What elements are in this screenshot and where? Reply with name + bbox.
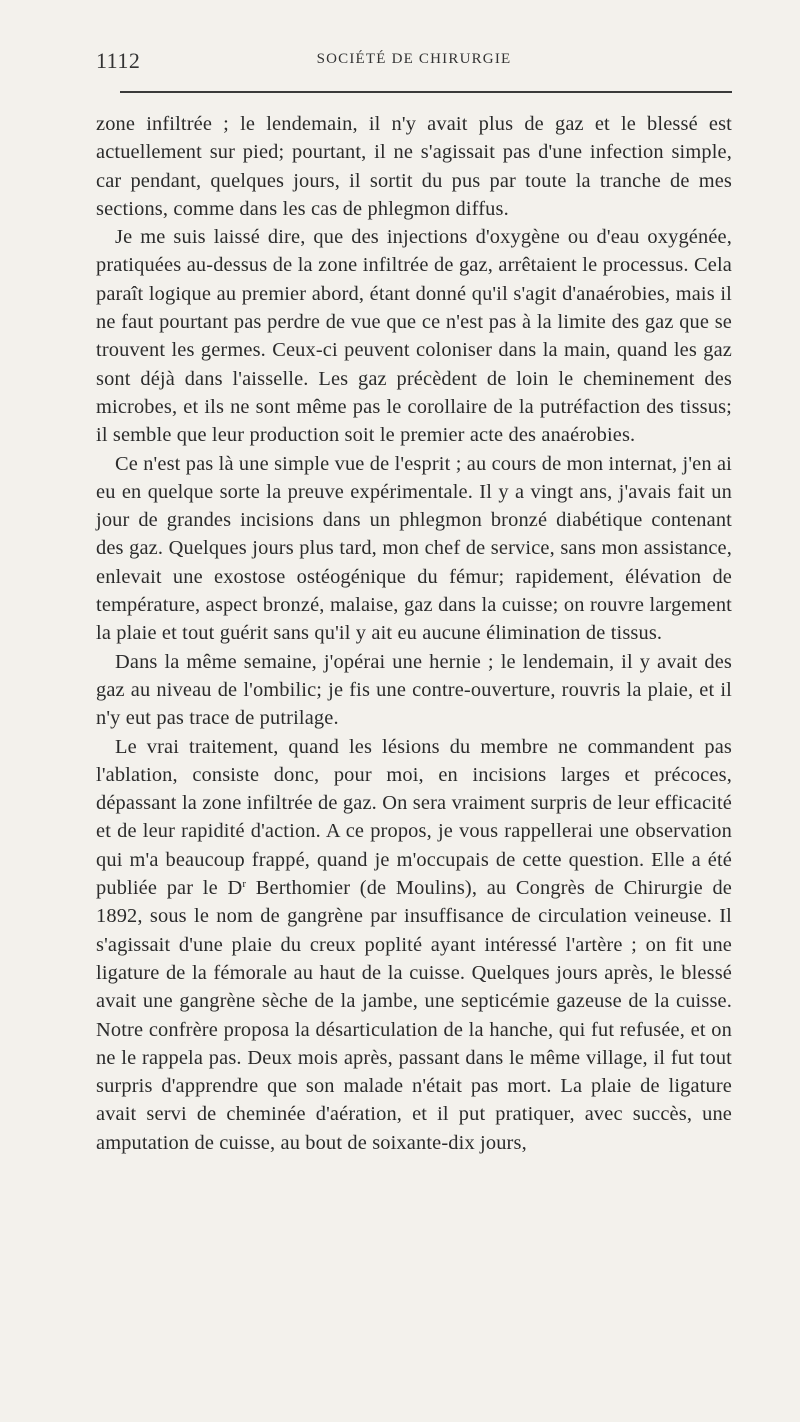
running-title: SOCIÉTÉ DE CHIRURGIE (316, 51, 512, 67)
paragraph-3: Ce n'est pas là une simple vue de l'esprit ; au cours de mon internat, j'en ai eu en quelque sorte la preuve expérimentale. Il y a vingt ans, j'avais fait un jour de grandes incisions dans un phlegmon bronzé diabétique contenant des gaz. Quelques jours plus tard, mon chef de service, sans mon assistance, enlevait une exostose ostéogénique du fémur; rapidement, élévation de température, aspect bronzé, malaise, gaz dans la cuisse; on rouvre largement la plaie et tout guérit sans qu'il y ait eu aucune élimination de tissus. (96, 452, 732, 645)
paragraph-1: zone infiltrée ; le lendemain, il n'y avait plus de gaz et le blessé est actuellement sur pied; pourtant, il ne s'agissait pas d'une infection simple, car pendant, quelques jours, il sortit du pus par toute la tranche de mes sections, comme dans les cas de phlegmon diffus. (96, 113, 732, 220)
doctor-abbrev-superscript: r (242, 878, 247, 891)
paragraph-4: Dans la même semaine, j'opérai une hernie ; le lendemain, il y avait des gaz au niveau de l'ombilic; je fis une contre-ouverture, rouvris la plaie, et il n'y eut pas trace de putrilage. (96, 650, 732, 730)
body-text (96, 110, 732, 1157)
paragraph-2: Je me suis laissé dire, que des injections d'oxygène ou d'eau oxygénée, pratiquées au-dessus de la zone infiltrée de gaz, arrêtaient le processus. Cela paraît logique au premier abord, étant donné qu'il s'agit d'anaérobies, mais il ne faut pourtant pas perdre de vue que ce n'est pas à la limite des gaz que se trouvent les germes. Ceux-ci peuvent coloniser dans la main, quand les gaz sont déjà dans l'aisselle. Les gaz précèdent de loin le cheminement des microbes, et ils ne sont même pas le corollaire de la putréfaction des tissus; il semble que leur production soit le premier acte des anaérobies. (96, 226, 732, 447)
paragraph-5-part-2: Berthomier (de Moulins), au Congrès de Chirurgie de 1892, sous le nom de gangrène par insuffisance de circulation veineuse. Il s'agissait d'une plaie du creux poplité ayant intéressé l'artère ; on fit une ligature de la fémorale au haut de la cuisse. Quelques jours après, le blessé avait une gangrène sèche de la jambe, une septicémie gazeuse de la cuisse. Notre confrère proposa la désarticulation de la hanche, qui fut refusée, et on ne le rappela pas. Deux mois après, passant dans le même village, il fut tout surpris d'apprendre que son malade n'était pas mort. La plaie de ligature avait servi de cheminée d'aération, et il put pratiquer, avec succès, une amputation de cuisse, au bout de soixante-dix jours, (96, 877, 733, 1154)
paragraph-5-part-1: Le vrai traitement, quand les lésions du membre ne commandent pas l'ablation, consiste donc, pour moi, en incisions larges et précoces, dépassant la zone infiltrée de gaz. On sera vraiment surpris de leur efficacité et de leur rapidité d'action. A ce propos, je vous rappellerai une observation qui m'a beaucoup frappé, quand je m'occupais de cette question. Elle a été publiée par le D (96, 735, 732, 900)
page-header (96, 48, 732, 78)
page-number: 1112 (96, 48, 141, 73)
paragraph-5 (96, 733, 732, 1157)
header-rule (120, 91, 732, 93)
